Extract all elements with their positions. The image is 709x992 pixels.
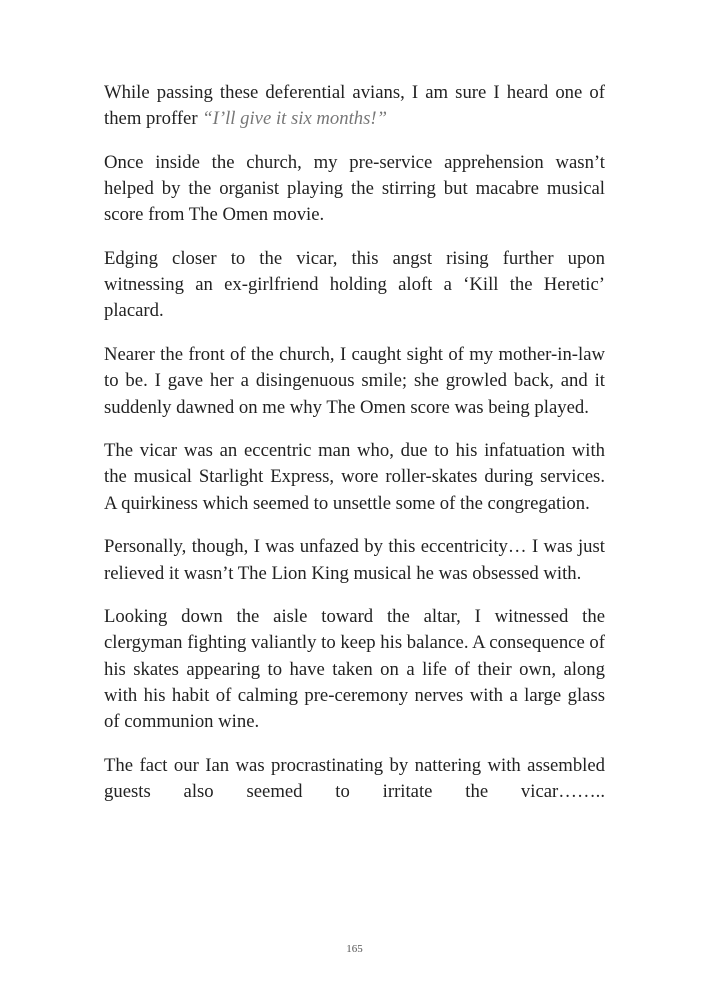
page-number: 165 [346,943,363,955]
paragraph-1 [104,80,605,132]
paragraph-1-quote: “I’ll give it six months!” [202,108,388,130]
paragraph-1-text: While passing these deferential avians, I am sure I heard one of them proffer [104,82,605,130]
paragraph-4: Nearer the front of the church, I caught sight of my mother-in-law to be. I gave her a disingenuous smile; she growled back, and it suddenly dawned on me why The Omen score was being played. [104,344,605,418]
paragraph-6: Personally, though, I was unfazed by this eccentricity… I was just relieved it wasn’t The Lion King musical he was obsessed with. [104,536,605,584]
body-text [104,80,605,823]
paragraph-5: The vicar was an eccentric man who, due to his infatuation with the musical Starlight Express, wore roller-skates during services. A quirkiness which seemed to unsettle some of the congregation. [104,440,605,514]
paragraph-3: Edging closer to the vicar, this angst rising further upon witnessing an ex-girlfriend holding aloft a ‘Kill the Heretic’ placard. [104,248,605,322]
paragraph-7: Looking down the aisle toward the altar, I witnessed the clergyman fighting valiantly to keep his balance. A consequence of his skates appearing to have taken on a life of their own, along with his habit of calming pre-ceremony nerves with a large glass of communion wine. [104,606,605,733]
paragraph-2: Once inside the church, my pre-service apprehension wasn’t helped by the organist playing the stirring but macabre musical score from The Omen movie. [104,151,605,226]
paragraph-8: The fact our Ian was procrastinating by nattering with assembled guests also seemed to irritate the vicar…….. [104,754,605,802]
